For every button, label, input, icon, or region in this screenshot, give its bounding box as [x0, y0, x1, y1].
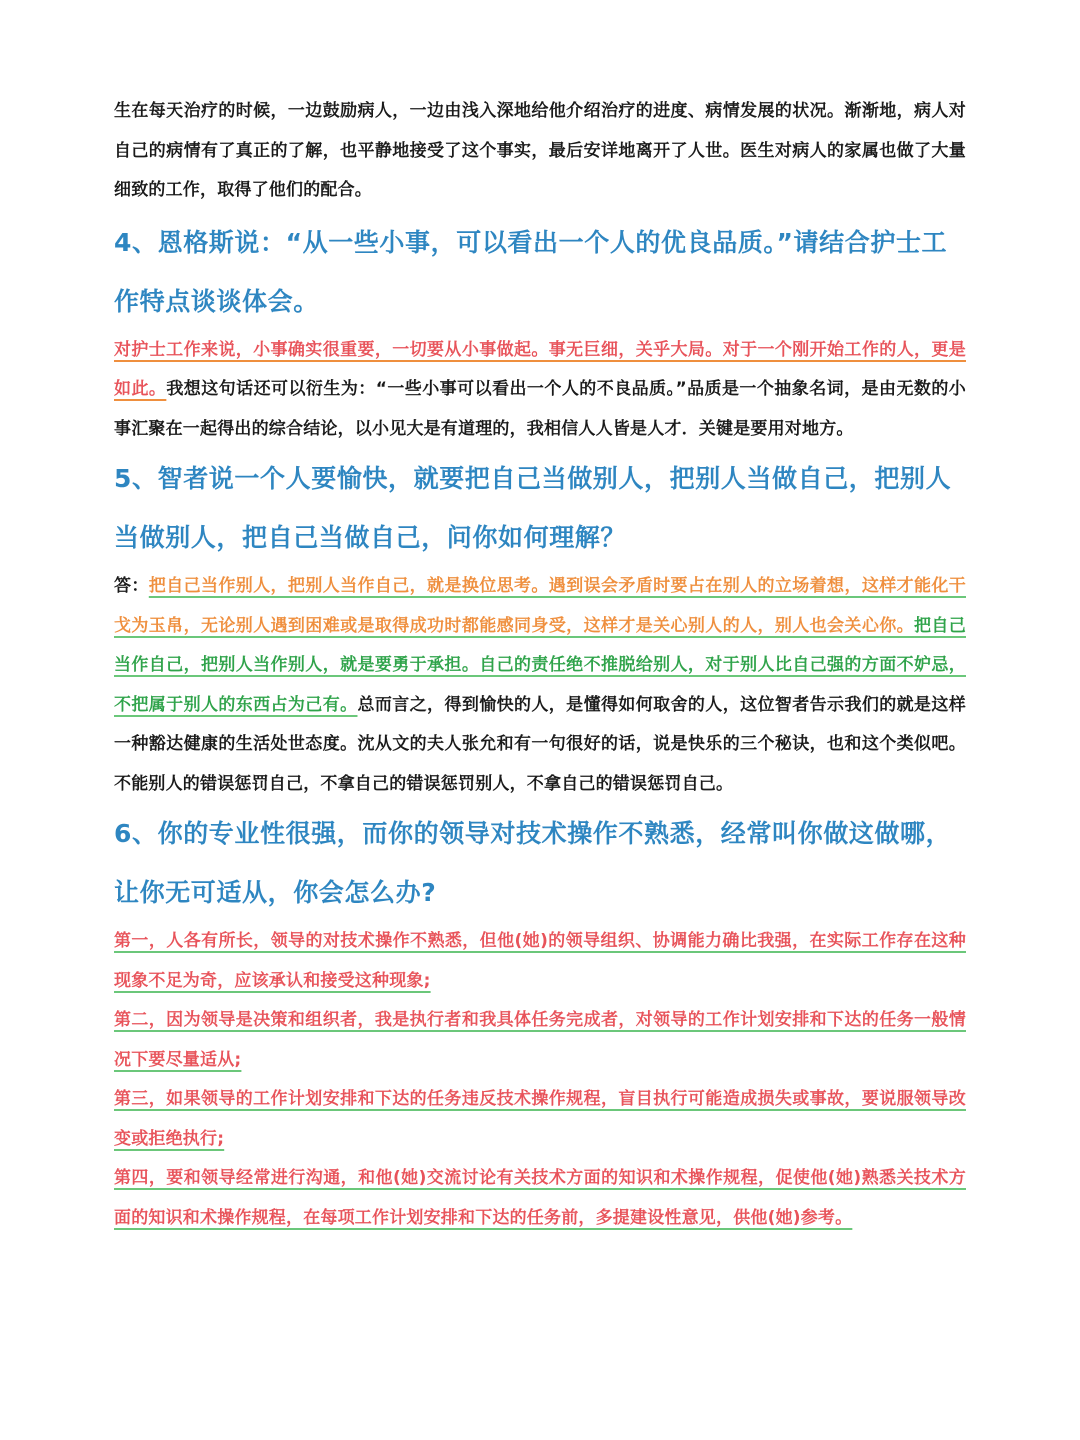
question-6-step [114, 1001, 966, 1080]
question-6-step [114, 922, 966, 1001]
question-6-step-text: 第一，人各有所长，领导的对技术操作不熟悉，但他(她)的领导组织、协调能力确比我强，在实际工作存在这种现象不足为奇，应该承认和接受这种现象; [114, 931, 966, 991]
question-6-step [114, 1080, 966, 1159]
question-4-answer-highlight: 对护士工作来说，小事确实很重要，一切要从小事做起。事无巨细，关乎大局。对于一个刚开始工作的人，更是如此。 [114, 339, 966, 399]
question-6-step [114, 1159, 966, 1238]
question-6-title: 6、你的专业性很强，而你的领导对技术操作不熟悉，经常叫你做这做哪，让你无可适从，你会怎么办? [114, 819, 952, 907]
document-page [114, 92, 966, 1238]
question-6-step-text: 第三，如果领导的工作计划安排和下达的任务违反技术操作规程，盲目执行可能造成损失或事故，要说服领导改变或拒绝执行; [114, 1089, 966, 1149]
question-6-step-text: 第二，因为领导是决策和组织者，我是执行者和我具体任务完成者，对领导的工作计划安排和下达的任务一般情况下要尽量适从; [114, 1010, 966, 1070]
question-4-answer-rest: 我想这句话还可以衍生为：“一些小事可以看出一个人的不良品质。”品质是一个抽象名词，是由无数的小事汇聚在一起得出的综合结论，以小见大是有道理的，我相信人人皆是人才．关键是要用对地方。 [114, 379, 966, 439]
question-5-answer-rest: 总而言之，得到愉快的人，是懂得如何取舍的人，这位智者告示我们的就是这样一种豁达健康的生活处世态度。沈从文的夫人张允和有一句很好的话，说是快乐的三个秘诀，也和这个类似吧。不能别人的错误惩罚自己，不拿自己的错误惩罚别人，不拿自己的错误惩罚自己。 [114, 694, 966, 794]
intro-paragraph: 生在每天治疗的时候，一边鼓励病人，一边由浅入深地给他介绍治疗的进度、病情发展的状况。渐渐地，病人对自己的病情有了真正的了解，也平静地接受了这个事实，最后安详地离开了人世。医生对病人的家属也做了大量细致的工作，取得了他们的配合。 [114, 101, 966, 200]
question-5-answer-green: 把自己当作自己，把别人当作别人，就是要勇于承担。自己的责任绝不推脱给别人，对于别人比自己强的方面不妒忌，不把属于别人的东西占为己有。 [114, 615, 966, 715]
question-6-step-text: 第四，要和领导经常进行沟通，和他(她)交流讨论有关技术方面的知识和术操作规程，促使他(她)熟悉关技术方面的知识和术操作规程，在每项工作计划安排和下达的任务前，多提建设性意见，供他(她)参考。 [114, 1168, 966, 1228]
question-4-answer [114, 331, 966, 450]
question-4-title: 4、恩格斯说：“从一些小事，可以看出一个人的优良品质。”请结合护士工作特点谈谈体会。 [114, 227, 948, 316]
question-6-answer [114, 922, 966, 1238]
question-5-answer [114, 567, 966, 804]
question-5-answer-orange: 把自己当作别人，把别人当作自己，就是换位思考。遇到误会矛盾时要占在别人的立场着想，这样才能化干戈为玉帛，无论别人遇到困难或是取得成功时都能感同身受，这样才是关心别人的人，别人也会关心你。 [114, 576, 966, 636]
question-5-title: 5、智者说一个人要愉快，就要把自己当做别人，把别人当做自己，把别人当做别人，把自己当做自己，问你如何理解？ [114, 464, 952, 552]
question-5-answer-prefix: 答： [114, 576, 149, 596]
